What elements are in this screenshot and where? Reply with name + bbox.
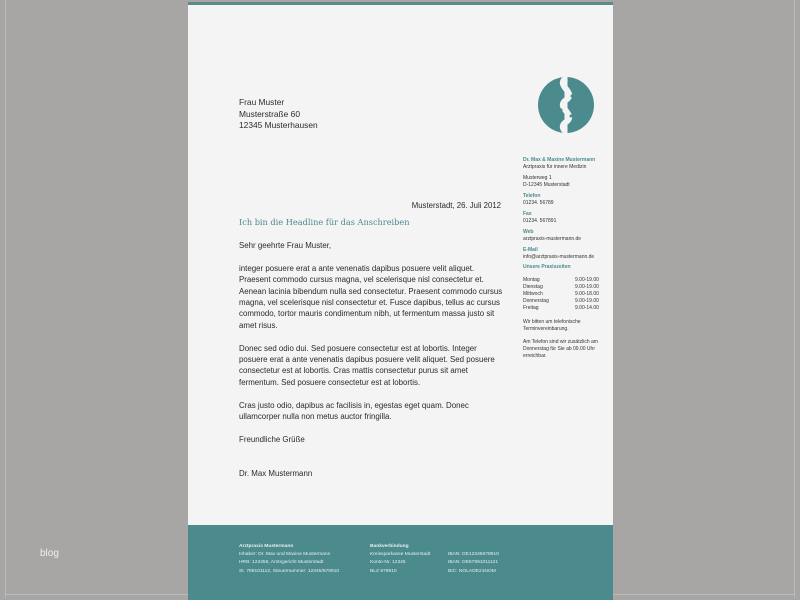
web-link[interactable]: arztpraxis-mustermann.de xyxy=(523,235,582,242)
hours-time: 9.00-19.00 xyxy=(575,276,599,283)
practice-subtitle: Arztpraxis für innere Medizin xyxy=(523,164,587,171)
salutation: Sehr geehrte Frau Muster, xyxy=(239,241,332,250)
appointment-note: Wir bitten um telefonische Terminvereinbarung. xyxy=(523,318,581,332)
paragraph: Donec sed odio dui. Sed posuere consectetur est at lobortis. Integer posuere erat a ante venenatis dapibus posuere velit aliquet. Sed posuere consectetur est at lobortis. Cras mattis consectetur purus sit amet fermentum. Sed posuere consectetur est at lobortis. xyxy=(239,343,495,387)
hours-day: Montag xyxy=(523,276,540,283)
paragraph: integer posuere erat a ante venenatis dapibus posuere velit aliquet. Praesent commodo cursus magna, vel scelerisque nisl consectetur et. Aenean lacinia bibendum nulla sed consectetur. Praesent commodo cursus magna, vel scelerisque nisl consectetur et. Fusce dapibus, tellus ac cursus commodo, tortor mauris condimentum nibh, ut fermentum massa justo sit amet risus. xyxy=(239,263,503,330)
footer-company-title: Arztpraxis Mustermann xyxy=(239,544,294,549)
hours-row xyxy=(523,305,613,312)
hours-row xyxy=(523,277,613,284)
footer-blz: BLZ 678910 xyxy=(370,568,397,574)
letter-footer xyxy=(188,525,613,600)
footer-iban-1: IBAN: DE12345678910 xyxy=(448,552,499,558)
email-label: E-Mail xyxy=(523,246,538,253)
fax-label: Fax xyxy=(523,210,532,217)
hours-day: Dienstag xyxy=(523,283,543,290)
footer-bank-title: Bankverbindung xyxy=(370,544,409,549)
hours-day: Freitag xyxy=(523,305,539,312)
web-label: Web xyxy=(523,228,534,235)
footer-register: HRB: 123456, Amtsgericht Musterstadt xyxy=(239,560,324,566)
hours-row xyxy=(523,298,613,305)
address-street: Musterweg 1 xyxy=(523,174,552,181)
recipient-city: 12345 Musterhausen xyxy=(239,120,318,131)
recipient-street: Musterstraße 60 xyxy=(239,108,300,119)
practice-sidebar xyxy=(523,157,613,361)
phone-hours-note: Am Telefon sind wir zusätzlich am Donnerstag für Sie ab 09.00 Uhr erreichbar. xyxy=(523,339,598,360)
email-link[interactable]: info@arztpraxis-mustermann.de xyxy=(523,253,595,260)
date-line: Musterstadt, 26. Juli 2012 xyxy=(411,201,501,210)
page-accent-bar xyxy=(188,2,613,5)
footer-bank xyxy=(370,543,430,576)
watermark-text: blog xyxy=(40,548,59,559)
frame-border-right xyxy=(794,0,795,598)
caduceus-icon xyxy=(537,76,595,134)
signature: Dr. Max Mustermann xyxy=(239,469,313,479)
recipient-address xyxy=(239,97,318,132)
footer-owner: Inhaber: Dr. Max und Maxine Mustermann xyxy=(239,552,331,558)
footer-bic: BIC: NOLADE21NOM xyxy=(448,568,496,574)
hours-title: Unsere Praxiszeiten xyxy=(523,264,571,271)
hours-day: Donnerstag xyxy=(523,298,549,305)
fax-value: 01234. 567891 xyxy=(523,217,557,224)
hours-time: 9.00-19.00 xyxy=(575,298,599,305)
footer-iban-2: IBAN: DE67891011121 xyxy=(448,560,499,566)
hours-row xyxy=(523,291,613,298)
letter-body xyxy=(239,240,504,479)
letter-page xyxy=(188,2,613,600)
recipient-name: Frau Muster xyxy=(239,97,285,107)
hours-day: Mittwoch xyxy=(523,291,543,298)
paragraph: Cras justo odio, dapibus ac facilisis in, egestas eget quam. Donec ullamcorper nulla non metus auctor fringilla. xyxy=(239,400,469,422)
closing: Freundliche Grüße xyxy=(239,434,305,444)
hours-row xyxy=(523,284,613,291)
address-city: D-12345 Musterstadt xyxy=(523,182,570,189)
letter-headline: Ich bin die Headline für das Anschreiben xyxy=(239,217,410,227)
hours-time: 9.00-18.00 xyxy=(575,291,599,298)
footer-company xyxy=(239,543,339,576)
footer-iban xyxy=(448,551,499,576)
phone-value: 01234. 56789 xyxy=(523,200,554,207)
footer-account: Konto-Nr. 12345 xyxy=(370,560,406,566)
hours-time: 9.00-19.00 xyxy=(575,283,599,290)
practice-name: Dr. Max & Maxine Mustermann xyxy=(523,157,596,163)
footer-tax: St. 789101112, Steuernummer: 12345/678910 xyxy=(239,568,340,574)
frame-border-left xyxy=(5,0,6,598)
footer-bank-name: Kreissparkasse Musterstadt xyxy=(370,552,431,558)
phone-label: Telefon xyxy=(523,192,541,199)
hours-time: 9.00-14.00 xyxy=(575,305,599,312)
